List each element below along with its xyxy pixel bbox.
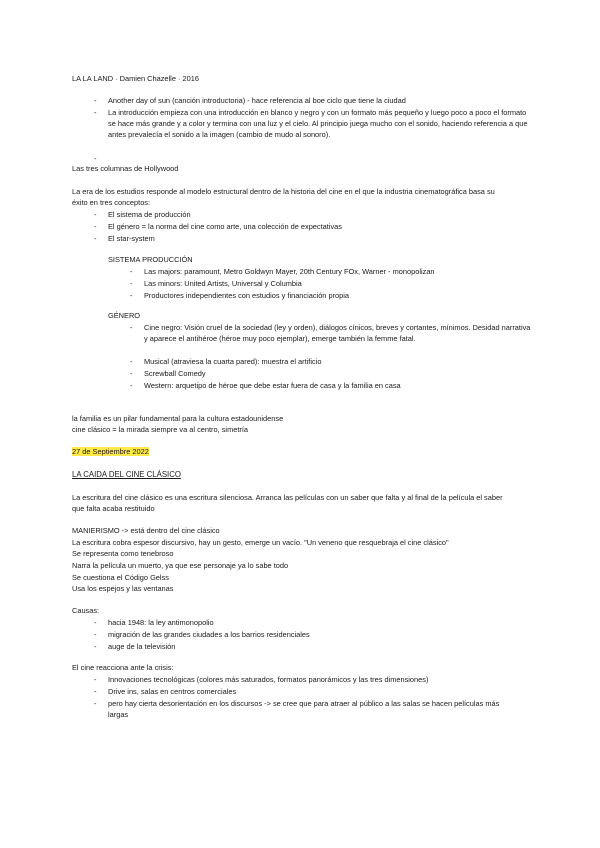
bullet: - — [94, 154, 97, 163]
bullet: - — [94, 630, 97, 639]
bullet: - — [130, 323, 133, 332]
paragraph-line: la familia es un pilar fundamental para la cultura estadounidense — [72, 414, 284, 423]
list-item: Western: arquetipo de héroe que debe estar fuera de casa y la familia en casa — [144, 381, 401, 390]
list-item: auge de la televisión — [108, 642, 176, 651]
bullet: - — [94, 222, 97, 231]
list-item: Productores independientes con estudios y financiación propia — [144, 291, 350, 300]
bullet: - — [130, 279, 133, 288]
paragraph-line: La escritura cobra espesor discursivo, hay un gesto, emerge un vacío. "Un veneno que resquebraja el cine clásico" — [72, 538, 449, 547]
bullet: - — [94, 687, 97, 696]
subsection-heading: SISTEMA PRODUCCIÓN — [108, 255, 193, 264]
list-item: Las majors: paramount, Metro Goldwyn Mayer, 20th Century FOx, Warner - monopolizan — [144, 267, 435, 276]
paragraph: La escritura del cine clásico es una escritura silenciosa. Arranca las películas con un saber que falta y al final de la película el saber que falta acaba restituido — [72, 493, 503, 513]
list-item: Las minors: United Artists, Universal y Columbia — [144, 279, 302, 288]
bullet: - — [94, 699, 97, 708]
list-item: migración de las grandes ciudades a los barrios residenciales — [108, 630, 310, 639]
bullet: - — [94, 210, 97, 219]
paragraph-line: Usa los espejos y las ventanas — [72, 584, 174, 593]
list-item: Cine negro: Visión cruel de la sociedad (ley y orden), diálogos cínicos, breves y cortantes, mínimos. Desidad narrativa y aparece el antihéroe (héroe muy poco ejemplar), emerge también la femme fatal. — [144, 323, 531, 343]
section-title: LA CAIDA DEL CINE CLÁSICO — [72, 470, 181, 479]
list-item: Musical (atraviesa la cuarta pared): muestra el artificio — [144, 357, 322, 366]
bullet: - — [94, 108, 97, 117]
bullet: - — [94, 642, 97, 651]
list-item: Screwball Comedy — [144, 369, 206, 378]
bullet: - — [94, 234, 97, 243]
subsection-heading: GÉNERO — [108, 311, 141, 320]
bullet: - — [130, 381, 133, 390]
bullet: - — [130, 369, 133, 378]
list-item: El sistema de producción — [108, 210, 191, 219]
subsection-heading: MANIERISMO -> está dentro del cine clásico — [72, 526, 220, 535]
list-item: El star-system — [108, 234, 155, 243]
bullet: - — [94, 675, 97, 684]
section-heading: Las tres columnas de Hollywood — [72, 164, 179, 173]
paragraph: La era de los estudios responde al modelo estructural dentro de la historia del cine en el que la industria cinematográfica basa su éxito en tres conceptos: — [72, 187, 495, 207]
bullet: - — [94, 618, 97, 627]
list-item: Another day of sun (canción introductoria) - hace referencia al boe ciclo que tiene la ciudad — [108, 96, 406, 105]
list-item: Innovaciones tecnológicas (colores más saturados, formatos panorámicos y las tres dimensiones) — [108, 675, 429, 684]
paragraph-line: Se representa como tenebroso — [72, 549, 174, 558]
list-item: Drive ins, salas en centros comerciales — [108, 687, 237, 696]
bullet: - — [94, 96, 97, 105]
document-title: LA LA LAND · Damien Chazelle · 2016 — [72, 74, 199, 83]
paragraph-line: cine clásico = la mirada siempre va al centro, simetría — [72, 425, 249, 434]
paragraph-line: Se cuestiona el Código Gelss — [72, 573, 169, 582]
date-highlight: 27 de Septiembre 2022 — [72, 447, 149, 456]
bullet: - — [130, 357, 133, 366]
list-item: hacia 1948: la ley antimonopolio — [108, 618, 214, 627]
subsection-heading: El cine reacciona ante la crisis: — [72, 663, 174, 672]
list-item: pero hay cierta desorientación en los discursos -> se cree que para atraer al público a las salas se hacen películas más largas — [108, 699, 500, 719]
paragraph-line: Narra la película un muerto, ya que ese personaje ya lo sabe todo — [72, 561, 289, 570]
bullet: - — [130, 267, 133, 276]
list-item: El género = la norma del cine como arte, una colección de expectativas — [108, 222, 342, 231]
bullet: - — [130, 291, 133, 300]
list-item: La introducción empieza con una introducción en blanco y negro y con un formato más pequeño y luego poco a poco el formato se hace más grande y a color y termina con una luz y el cielo. Al principio juega mucho con el sonido, haciendo referencia a que antes prevalecía el sonido a la imagen (cambio de mudo al sonoro). — [108, 108, 528, 139]
subsection-heading: Causas: — [72, 606, 100, 615]
